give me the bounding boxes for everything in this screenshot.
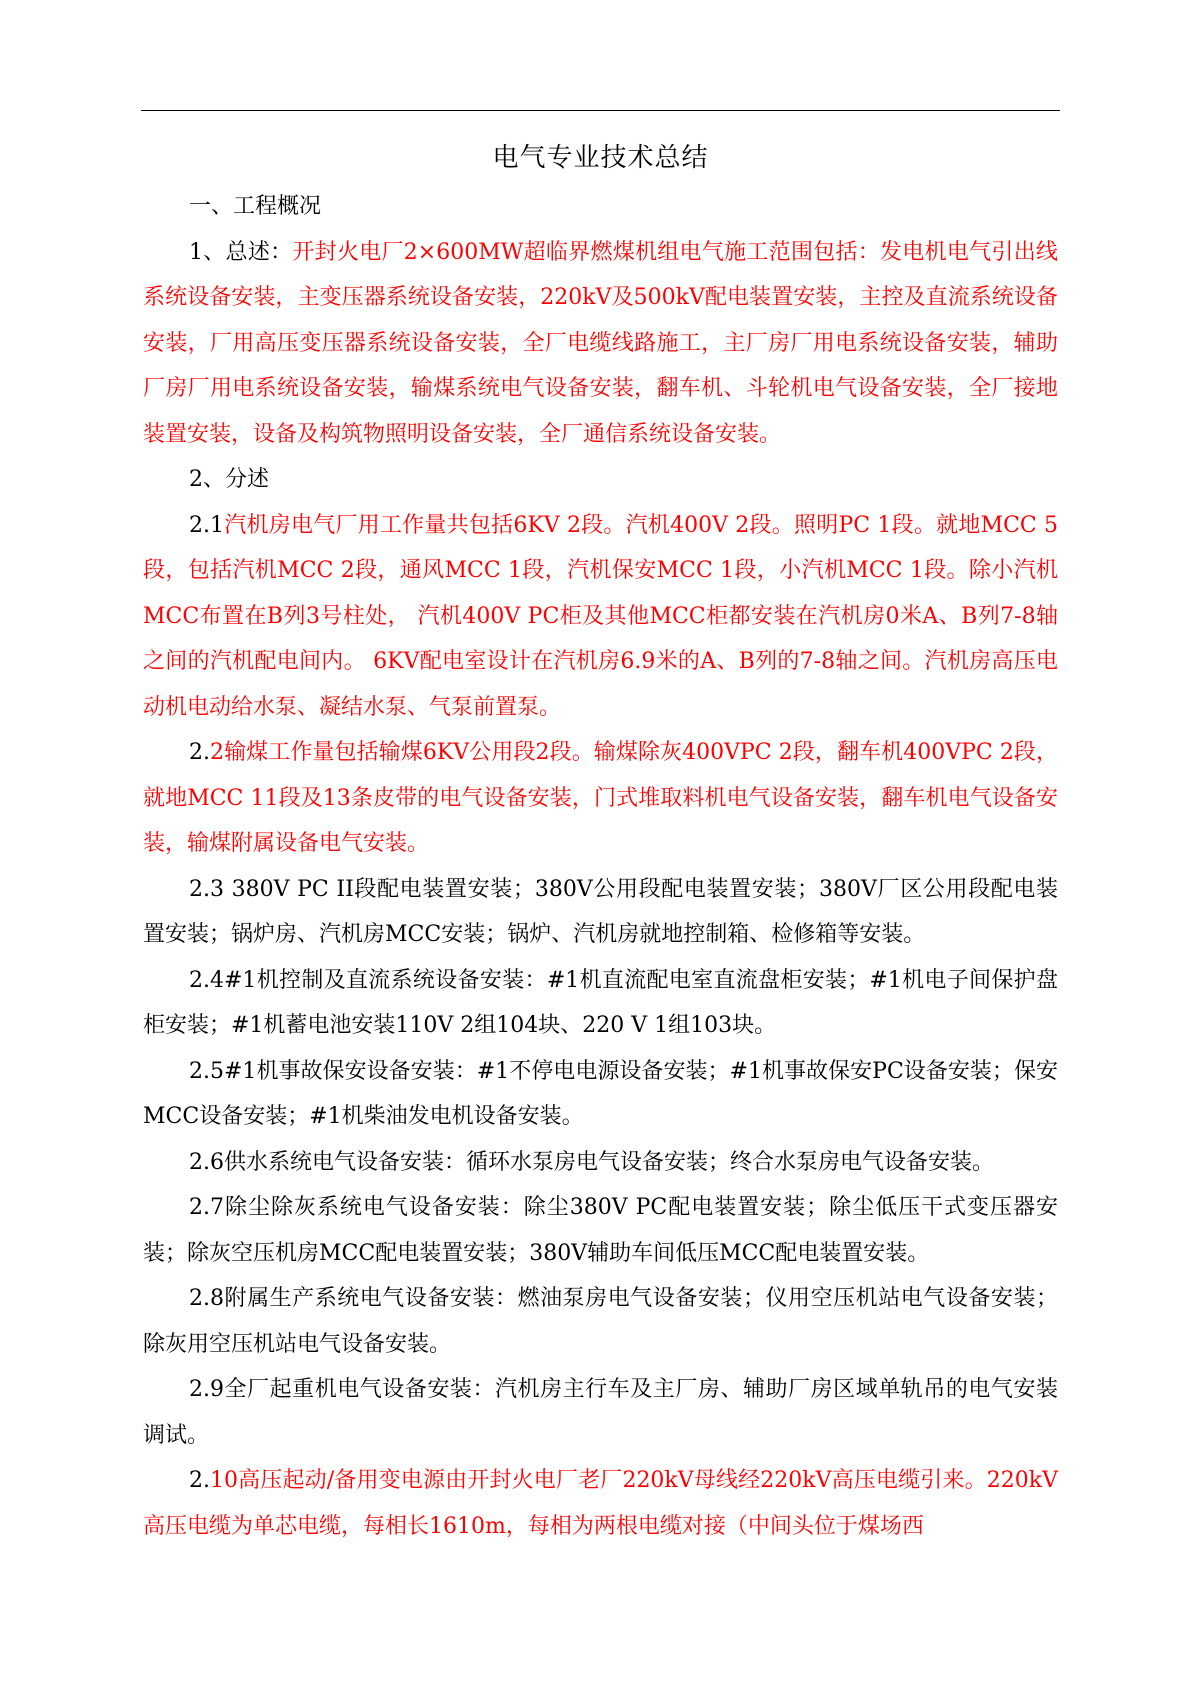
paragraph-2-4: [143, 958, 1058, 1049]
paragraph-prefix: 一、工程概况: [189, 194, 322, 219]
paragraph-2-6: [143, 1140, 1058, 1186]
paragraph-2-5: [143, 1049, 1058, 1140]
paragraph-text: 2.8附属生产系统电气设备安装：燃油泵房电气设备安装；仪用空压机站电气设备安装；除灰用空压机站电气设备安装。: [143, 1286, 1058, 1357]
section-heading-overview: [143, 184, 1058, 230]
paragraph-prefix: 2.: [189, 1468, 210, 1493]
paragraph-text: 汽机房电气厂用工作量共包括6KV 2段。汽机400V 2段。照明PC 1段。就地MCC 5段，包括汽机MCC 2段，通风MCC 1段，汽机保安MCC 1段，小汽机MCC 1段。除小汽机MCC布置在B列3号柱处， 汽机400V PC柜及其他MCC柜都安装在汽机房0米A、B列7-8轴之间的汽机配电间内。 6KV配电室设计在汽机房6.9米的A、B列的7-8轴之间。汽机房高压电动机电动给水泵、凝结水泵、气泵前置泵。: [143, 512, 1058, 720]
paragraph-text: 2.4#1机控制及直流系统设备安装：#1机直流配电室直流盘柜安装；#1机电子间保护盘柜安装；#1机蓄电池安装110V 2组104块、220 V 1组103块。: [143, 967, 1058, 1038]
paragraph-2-9: [143, 1367, 1058, 1458]
paragraph-2-1: [143, 503, 1058, 731]
paragraph-text: 2.9全厂起重机电气设备安装：汽机房主行车及主厂房、辅助厂房区域单轨吊的电气安装调试。: [143, 1377, 1058, 1448]
paragraph-summary: [143, 230, 1058, 458]
document-title: 电气专业技术总结: [492, 143, 709, 173]
paragraph-text: 开封火电厂2×600MW超临界燃煤机组电气施工范围包括：发电机电气引出线系统设备安装，主变压器系统设备安装，220kV及500kV配电装置安装，主控及直流系统设备安装，厂用高压变压器系统设备安装，全厂电缆线路施工，主厂房厂用电系统设备安装，辅助厂房厂用电系统设备安装，输煤系统电气设备安装，翻车机、斗轮机电气设备安装，全厂接地装置安装，设备及构筑物照明设备安装，全厂通信系统设备安装。: [143, 239, 1058, 447]
header-rule: [141, 110, 1060, 111]
paragraph-prefix: 2.1: [189, 512, 224, 538]
paragraph-text: 2输煤工作量包括输煤6KV公用段2段。输煤除灰400VPC 2段，翻车机400VPC 2段，就地MCC 11段及13条皮带的电气设备安装，门式堆取料机电气设备安装，翻车机电气设备安装，输煤附属设备电气安装。: [143, 740, 1058, 856]
paragraph-text: 2.3 380V PC II段配电装置安装；380V公用段配电装置安装；380V厂区公用段配电装置安装；锅炉房、汽机房MCC安装；锅炉、汽机房就地控制箱、检修箱等安装。: [143, 876, 1058, 947]
paragraph-prefix: 1、总述：: [189, 239, 293, 265]
paragraph-prefix: 2.: [189, 740, 210, 765]
paragraph-prefix: 2、分述: [189, 467, 269, 492]
paragraph-2-10: [143, 1458, 1058, 1549]
paragraph-text: 2.7除尘除灰系统电气设备安装：除尘380V PC配电装置安装；除尘低压干式变压器安装；除灰空压机房MCC配电装置安装；380V辅助车间低压MCC配电装置安装。: [143, 1195, 1058, 1266]
paragraph-2-7: [143, 1185, 1058, 1276]
paragraph-text: 2.6供水系统电气设备安装：循环水泵房电气设备安装；终合水泵房电气设备安装。: [189, 1149, 994, 1175]
paragraph-2-8: [143, 1276, 1058, 1367]
document-body: [143, 138, 1058, 1549]
paragraph-text: 10高压起动/备用变电源由开封火电厂老厂220kV母线经220kV高压电缆引来。220kV高压电缆为单芯电缆，每相长1610m，每相为两根电缆对接（中间头位于煤场西: [143, 1468, 1058, 1539]
paragraph-2-2: [143, 730, 1058, 867]
paragraph-2-3: [143, 867, 1058, 958]
paragraph-text: 2.5#1机事故保安设备安装：#1不停电电源设备安装；#1机事故保安PC设备安装；保安MCC设备安装；#1机柴油发电机设备安装。: [143, 1058, 1058, 1129]
section-heading-details: [143, 457, 1058, 503]
